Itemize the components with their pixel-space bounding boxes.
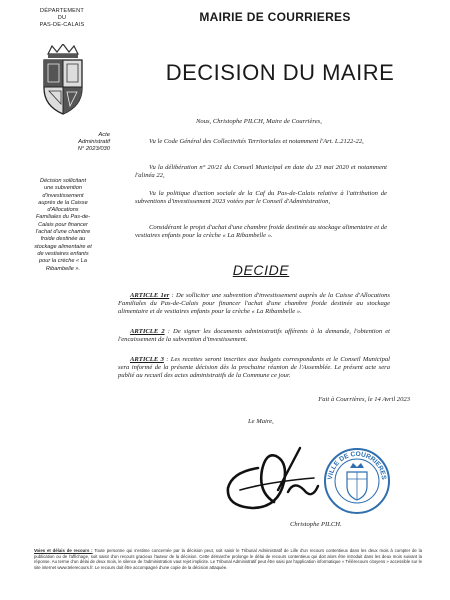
summary-line: d'Allocations: [47, 207, 79, 214]
considerant-text: Vu la politique d'action sociale de la Caf du Pas-de-Calais relative à l'attribution de subventions d'investissement 2023 votées par le Conseil d'Administration,: [135, 190, 387, 206]
stamp-text: VILLE DE COURRIERES: [326, 450, 388, 481]
date-line: Fait à Courrières, le 14 Avril 2023: [318, 396, 410, 403]
mayor-signature: [218, 428, 328, 520]
considerant-4: [135, 224, 387, 240]
department-line: PAS-DE-CALAIS: [39, 22, 85, 28]
decide-heading: DECIDE: [232, 262, 290, 278]
considerant-3: [135, 190, 387, 206]
summary-line: auprès de la Caisse: [38, 199, 88, 206]
considerant-text: Considérant le projet d'achat d'une chambre froide destinée au stockage alimentaire et de vestiaires enfants pour la crèche « La Ribambelle ».: [135, 224, 387, 240]
summary-line: Calais pour financer: [38, 221, 88, 228]
article-1: [118, 292, 390, 317]
acte-line: Administratif: [78, 139, 110, 146]
considerant-text: Vu le Code Général des Collectivités Territoriales et notamment l'Art. L.2122-22,: [149, 138, 364, 145]
article-text: : De signer les documents administratifs afférents à la demande, l'obtention et l'encaissement de la subvention d'investissement.: [118, 328, 390, 344]
article-label: ARTICLE 1er: [130, 292, 170, 299]
coat-of-arms-logo: [40, 44, 86, 118]
considerant-text: Vu la délibération n° 20/21 du Conseil Municipal en date du 23 mai 2020 et notamment l'alinéa 22,: [135, 164, 387, 180]
decision-summary: [14, 178, 112, 273]
appeal-text: Toute personne qui s'estime concernée par la décision peut, soit saisir le Tribunal Administratif de Lille d'un recours contentieux dans les deux mois à compter de la publication ou de l'affichage, soit saisir d'un recours gracieux l'auteur de la décision. Cette démarche prolonge le délai de recours contentieux qui doit alors être introduit dans les deux mois suivant la réponse. Au terme d'un délai de deux mois, le silence de l'administration vaut rejet implicite. Le Tribunal Administratif peut être saisi par l'application informatique « Télérecours citoyens » accessible sur le site internet www.telerecours.fr. Le recours doit être accompagné d'une copie de la décision attaquée.: [34, 548, 423, 570]
mairie-stamp: [322, 446, 392, 516]
summary-line: Décision sollicitant: [39, 178, 86, 184]
le-maire-label: Le Maire,: [248, 418, 274, 425]
article-label: ARTICLE 3: [130, 356, 164, 363]
summary-line: Ribambelle ».: [45, 265, 81, 272]
summary-line: froide destinée au: [40, 236, 86, 243]
summary-line: d'investissement: [42, 192, 84, 199]
article-2: [118, 328, 390, 344]
considerant-1: [135, 138, 387, 146]
article-3: [118, 356, 390, 381]
summary-line: l'achat d'une chambre: [35, 229, 91, 236]
mairie-heading: MAIRIE DE COURRIERES: [199, 10, 351, 24]
summary-line: pour la crèche « La: [39, 258, 87, 265]
article-label: ARTICLE 2: [130, 328, 165, 335]
summary-line: une subvention: [44, 185, 82, 192]
page-title: DECISION DU MAIRE: [165, 60, 395, 85]
appeal-notice: [34, 548, 422, 570]
summary-line: stockage alimentaire et: [34, 243, 92, 250]
acte-line: Acte: [98, 132, 110, 138]
department-line: DU: [57, 15, 67, 21]
acte-number: N° 2023/030: [77, 146, 110, 153]
intro-line: Nous, Christophe PILCH, Maire de Courrières,: [196, 118, 322, 125]
appeal-label: Voies et délais de recours :: [34, 548, 93, 553]
article-text: : Les recettes seront inscrites aux budgets correspondants et le Conseil Municipal sera informé de la présente décision dès la prochaine réunion de l'Assemblée. Le présent acte sera publié au recueil des actes administratifs de la Commune ce jour.: [118, 356, 390, 380]
summary-line: de vestiaires enfants: [37, 250, 89, 257]
department-line: DÉPARTEMENT: [40, 8, 84, 14]
department-header: [18, 8, 106, 29]
acte-reference: [16, 132, 110, 154]
considerant-2: [135, 164, 387, 180]
article-text: : De solliciter une subvention d'investissement auprès de la Caisse d'Allocations Familiales du Pas-de-Calais pour financer l'achat d'une chambre froide destinée au stockage alimentaire et de vestiaires enfants pour la crèche « La Ribambelle ».: [118, 292, 390, 316]
signatory-name: Christophe PILCH.: [290, 521, 342, 528]
summary-line: Familiales du Pas-de-: [35, 214, 91, 221]
